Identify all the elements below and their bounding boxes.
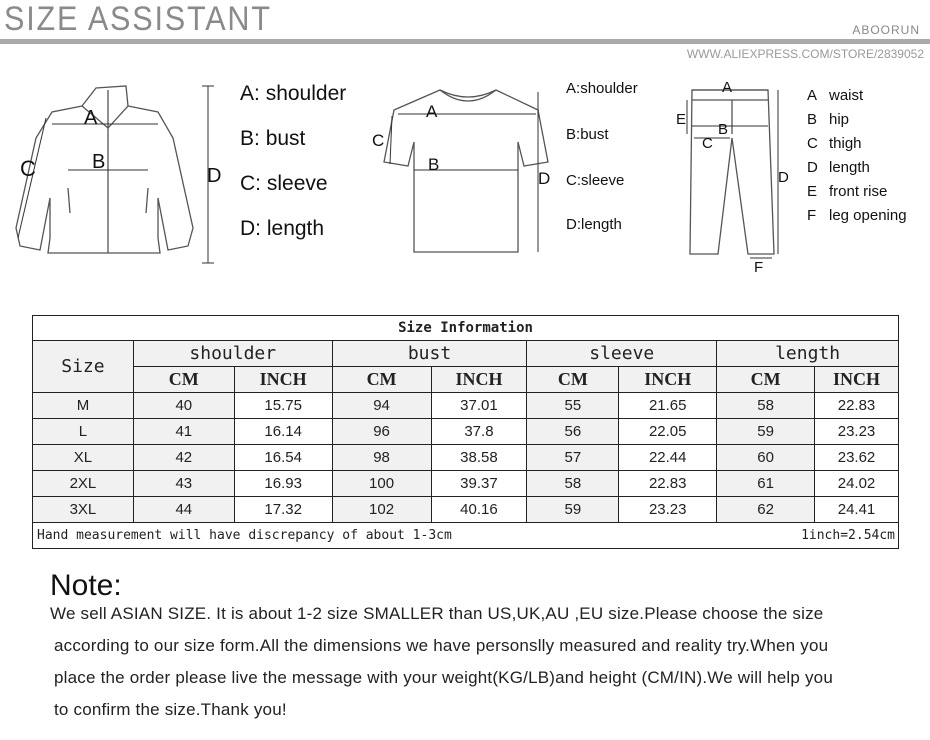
legend-key: D <box>807 159 818 176</box>
conversion-text: 1inch=2.54cm <box>801 528 895 543</box>
jacket-marker-d: D <box>207 165 222 187</box>
table-cell: 23.23 <box>815 419 899 445</box>
table-cell: 41 <box>133 419 234 445</box>
table-cell: 24.41 <box>815 497 899 523</box>
legend-value: sleeve <box>266 172 328 195</box>
table-cell: 44 <box>133 497 234 523</box>
size-table <box>32 315 899 549</box>
table-cell: 102 <box>332 497 431 523</box>
table-cell: 59 <box>717 419 815 445</box>
store-url: WWW.ALIEXPRESS.COM/STORE/2839052 <box>686 47 924 61</box>
legend-value: length <box>581 216 622 233</box>
page-title: SIZE ASSISTANT <box>4 0 272 38</box>
legend-value: bust <box>265 127 306 150</box>
legend-key: D: <box>566 216 581 233</box>
brand-name: ABOORUN <box>852 23 920 37</box>
tshirt-marker-d: D <box>538 169 551 188</box>
table-cell: 55 <box>527 393 619 419</box>
legend-item <box>566 126 638 172</box>
legend-key: A: <box>566 80 581 97</box>
table-cell: 40.16 <box>431 497 527 523</box>
unit-header-cm: CM <box>133 367 234 393</box>
size-cell: XL <box>33 445 134 471</box>
header-divider <box>0 39 930 44</box>
legend-key: A <box>807 87 818 104</box>
jacket-marker-b: B <box>92 151 106 173</box>
table-cell: 98 <box>332 445 431 471</box>
legend-key: F <box>807 207 817 224</box>
table-cell: 15.75 <box>234 393 332 419</box>
legend-item <box>807 156 907 180</box>
table-cell: 37.01 <box>431 393 527 419</box>
table-cell: 21.65 <box>619 393 717 419</box>
jacket-marker-c: C <box>20 156 36 181</box>
unit-header-inch: INCH <box>619 367 717 393</box>
legend-item <box>240 172 346 217</box>
legend-value: shoulder <box>265 82 347 105</box>
table-cell: 61 <box>717 471 815 497</box>
legend-value: leg opening <box>829 207 907 224</box>
table-cell: 24.02 <box>815 471 899 497</box>
jacket-marker-a: A <box>84 107 98 129</box>
table-cell: 23.23 <box>619 497 717 523</box>
legend-value: front rise <box>829 183 888 200</box>
pants-marker-e: E <box>676 111 687 128</box>
unit-header-inch: INCH <box>815 367 899 393</box>
table-cell: 22.83 <box>815 393 899 419</box>
legend-item <box>807 132 907 156</box>
group-header-shoulder: shoulder <box>133 341 332 367</box>
legend-key: C: <box>566 172 581 189</box>
table-cell: 100 <box>332 471 431 497</box>
footnote-text: Hand measurement will have discrepancy of about 1-3cm <box>37 528 452 543</box>
table-footnote <box>33 523 899 549</box>
note-line: to confirm the size.Thank you! <box>54 700 287 719</box>
tshirt-marker-a: A <box>426 102 438 121</box>
pants-marker-d: D <box>778 169 789 186</box>
table-title: Size Information <box>33 316 899 341</box>
table-cell: 16.93 <box>234 471 332 497</box>
legend-value: shoulder <box>580 80 638 97</box>
legend-key: B: <box>240 127 260 150</box>
unit-header-cm: CM <box>717 367 815 393</box>
legend-value: thigh <box>829 135 862 152</box>
pants-diagram <box>670 78 800 274</box>
legend-item <box>240 127 346 172</box>
table-row <box>33 445 899 471</box>
legend-key: C <box>807 135 818 152</box>
pants-marker-f: F <box>754 259 764 274</box>
table-cell: 96 <box>332 419 431 445</box>
legend-item <box>566 216 638 260</box>
table-cell: 17.32 <box>234 497 332 523</box>
table-cell: 58 <box>527 471 619 497</box>
legend-item <box>566 172 638 216</box>
legend-item <box>807 180 907 204</box>
legend-key: C: <box>240 172 261 195</box>
note-line: place the order please live the message with your weight(KG/LB)and height (CM/IN).We will help you <box>54 668 833 687</box>
pants-legend <box>807 84 907 228</box>
table-cell: 94 <box>332 393 431 419</box>
legend-value: sleeve <box>581 172 625 189</box>
pants-marker-c: C <box>702 135 713 152</box>
group-header-sleeve: sleeve <box>527 341 717 367</box>
unit-header-cm: CM <box>332 367 431 393</box>
size-cell: 3XL <box>33 497 134 523</box>
unit-header-inch: INCH <box>431 367 527 393</box>
tshirt-diagram <box>368 82 568 262</box>
table-cell: 43 <box>133 471 234 497</box>
table-cell: 38.58 <box>431 445 527 471</box>
jacket-diagram <box>8 78 228 270</box>
legend-item <box>807 204 907 228</box>
size-cell: 2XL <box>33 471 134 497</box>
table-cell: 42 <box>133 445 234 471</box>
table-row <box>33 393 899 419</box>
table-row <box>33 497 899 523</box>
table-cell: 40 <box>133 393 234 419</box>
table-cell: 37.8 <box>431 419 527 445</box>
table-cell: 39.37 <box>431 471 527 497</box>
legend-value: bust <box>580 126 609 143</box>
unit-header-inch: INCH <box>234 367 332 393</box>
table-cell: 58 <box>717 393 815 419</box>
table-row <box>33 419 899 445</box>
table-cell: 16.54 <box>234 445 332 471</box>
legend-key: E <box>807 183 818 200</box>
legend-item <box>240 217 346 262</box>
legend-key: D: <box>240 217 261 240</box>
table-cell: 16.14 <box>234 419 332 445</box>
table-cell: 22.05 <box>619 419 717 445</box>
legend-value: waist <box>829 87 864 104</box>
tshirt-marker-b: B <box>428 155 440 174</box>
legend-key: B: <box>566 126 581 143</box>
group-header-bust: bust <box>332 341 527 367</box>
tshirt-marker-c: C <box>372 131 385 150</box>
tshirt-legend <box>566 80 638 260</box>
size-cell: L <box>33 419 134 445</box>
pants-marker-a: A <box>722 79 733 96</box>
legend-item <box>566 80 638 126</box>
table-cell: 60 <box>717 445 815 471</box>
table-cell: 62 <box>717 497 815 523</box>
legend-item <box>807 108 907 132</box>
legend-value: hip <box>829 111 850 128</box>
group-header-length: length <box>717 341 899 367</box>
legend-item <box>807 84 907 108</box>
note-line: according to our size form.All the dimensions we have personslly measured and reality try.When you <box>54 636 829 655</box>
table-cell: 22.83 <box>619 471 717 497</box>
size-cell: M <box>33 393 134 419</box>
legend-item <box>240 82 346 127</box>
table-row <box>33 471 899 497</box>
table-cell: 23.62 <box>815 445 899 471</box>
jacket-legend <box>240 82 346 262</box>
note-line: We sell ASIAN SIZE. It is about 1-2 size SMALLER than US,UK,AU ,EU size.Please choose the size <box>50 604 824 623</box>
unit-header-cm: CM <box>527 367 619 393</box>
table-cell: 57 <box>527 445 619 471</box>
note-title: Note: <box>50 569 122 602</box>
table-cell: 22.44 <box>619 445 717 471</box>
size-header: Size <box>33 341 134 393</box>
legend-value: length <box>266 217 325 240</box>
legend-key: B <box>807 111 818 128</box>
legend-value: length <box>829 159 870 176</box>
table-cell: 56 <box>527 419 619 445</box>
pants-marker-b: B <box>718 121 729 138</box>
legend-key: A: <box>240 82 260 105</box>
table-cell: 59 <box>527 497 619 523</box>
